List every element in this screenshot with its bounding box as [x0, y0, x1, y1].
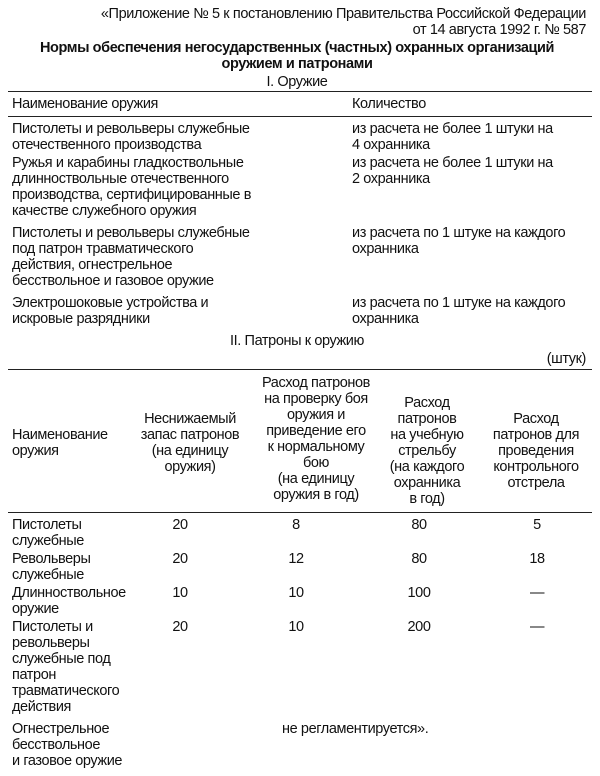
ammo-check-value: 10: [288, 619, 304, 635]
ammo-reserve-value: 10: [172, 585, 188, 601]
weapon-name-cell: Пистолеты и револьверы служебные отечественного производства: [12, 121, 250, 153]
section1-col-qty-header: Количество: [352, 96, 426, 112]
ammo-reserve-value: 20: [172, 619, 188, 635]
section1-col-name-header: Наименование оружия: [12, 96, 158, 112]
ammo-weapon-name: Длинноствольное оружие: [12, 585, 126, 617]
ammo-header-check-fire: Расход патронов на проверку боя оружия и приведение его к нормальному бою (на единицу оружия в год): [262, 375, 370, 503]
ammo-check-value: 10: [288, 585, 304, 601]
ammo-weapon-name: Револьверы служебные: [12, 551, 91, 583]
ammo-weapon-name: Пистолеты и револьверы служебные под патрон травматического действия: [12, 619, 120, 715]
ammo-reserve-value: 20: [172, 517, 188, 533]
ammo-training-value: 100: [407, 585, 431, 601]
document-title-line2: оружием и патронами: [221, 56, 373, 72]
ammo-training-value: 80: [411, 551, 427, 567]
weapon-name-cell: Пистолеты и револьверы служебные под патрон травматического действия, огнестрельное бесствольное и газовое оружие: [12, 225, 250, 289]
document-title-line1: Нормы обеспечения негосударственных (частных) охранных организаций: [39, 40, 555, 56]
section2-title: II. Патроны к оружию: [230, 333, 364, 349]
weapon-qty-cell: из расчета по 1 штуке на каждого охранника: [352, 295, 566, 327]
appendix-reference-line1: «Приложение № 5 к постановлению Правительства Российской Федерации: [100, 6, 586, 22]
ammo-header-reserve: Неснижаемый запас патронов (на единицу оружия): [140, 411, 240, 475]
ammo-header-weapon: Наименование оружия: [12, 427, 108, 459]
ammo-training-value: 200: [407, 619, 431, 635]
ammo-control-value: —: [529, 619, 545, 635]
ammo-control-value: 5: [533, 517, 541, 533]
ammo-not-regulated-note: не регламентируется».: [282, 721, 429, 737]
ammo-check-value: 8: [292, 517, 300, 533]
ammo-control-value: —: [529, 585, 545, 601]
ammo-reserve-value: 20: [172, 551, 188, 567]
section1-title: I. Оружие: [266, 74, 328, 90]
ammo-control-value: 18: [529, 551, 545, 567]
section1-top-rule: [8, 91, 592, 92]
ammo-header-control-shot: Расход патронов для проведения контрольного отстрела: [492, 411, 580, 491]
ammo-weapon-name: Пистолеты служебные: [12, 517, 84, 549]
section2-header-rule: [8, 512, 592, 513]
weapon-qty-cell: из расчета по 1 штуке на каждого охранника: [352, 225, 566, 257]
ammo-weapon-name: Огнестрельное бесствольное и газовое оружие: [12, 721, 123, 769]
weapon-name-cell: Ружья и карабины гладкоствольные длинноствольные отечественного производства, сертифицированные в качестве служебного оружия: [12, 155, 252, 219]
weapon-name-cell: Электрошоковые устройства и искровые разрядники: [12, 295, 209, 327]
appendix-reference-line2: от 14 августа 1992 г. № 587: [412, 22, 586, 38]
weapon-qty-cell: из расчета не более 1 штуки на 4 охранника: [352, 121, 553, 153]
weapon-qty-cell: из расчета не более 1 штуки на 2 охранника: [352, 155, 553, 187]
section2-unit: (штук): [546, 351, 586, 367]
section2-top-rule: [8, 369, 592, 370]
ammo-training-value: 80: [411, 517, 427, 533]
ammo-check-value: 12: [288, 551, 304, 567]
section1-header-rule: [8, 116, 592, 117]
ammo-header-training: Расход патронов на учебную стрельбу (на каждого охранника в год): [389, 395, 465, 507]
